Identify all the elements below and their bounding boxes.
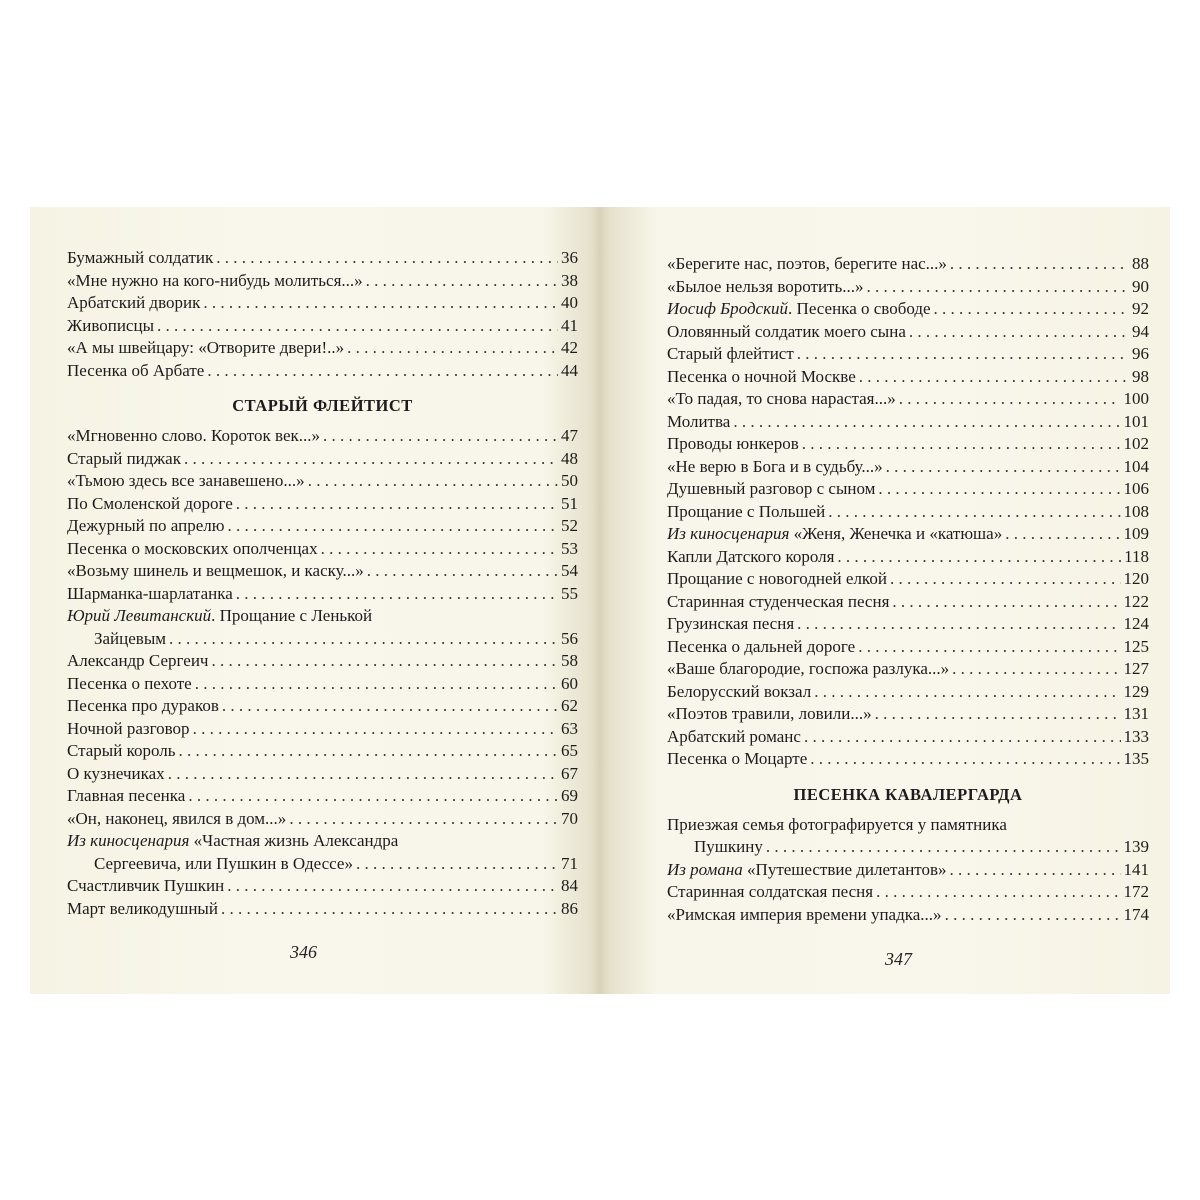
book-spread (30, 207, 1170, 994)
toc-entry: Грузинская песня . . . 124 (667, 613, 1149, 636)
toc-entry: «Былое нельзя воротить...» . . . 90 (667, 276, 1149, 299)
toc-entry: Живописцы . . . 41 (67, 315, 578, 338)
toc-entry: Из романа «Путешествие дилетантов» . . . 141 (667, 859, 1149, 882)
right-page (667, 253, 1149, 926)
toc-entry: «Не верю в Бога и в судьбу...» . . . 104 (667, 456, 1149, 479)
toc-entry: Счастливчик Пушкин . . . 84 (67, 875, 578, 898)
toc-entry: Оловянный солдатик моего сына . . . 94 (667, 321, 1149, 344)
toc-entry: «Мгновенно слово. Короток век...» . . . 47 (67, 425, 578, 448)
toc-entry: «То падая, то снова нарастая...» . . . 100 (667, 388, 1149, 411)
toc-entry: Март великодушный . . . 86 (67, 898, 578, 921)
toc-entry: Проводы юнкеров . . . 102 (667, 433, 1149, 456)
toc-entry: Старый флейтист . . . 96 (667, 343, 1149, 366)
toc-entry-multiline: Приезжая семья фотографируется у памятника (667, 814, 1007, 834)
toc-entry: Белорусский вокзал . . . 129 (667, 681, 1149, 704)
toc-entry: Песенка про дураков . . . 62 (67, 695, 578, 718)
toc-entry: «Поэтов травили, ловили...» . . . 131 (667, 703, 1149, 726)
toc-entry: Песенка о ночной Москве . . . 98 (667, 366, 1149, 389)
toc-entry: Песенка о московских ополченцах . . . 53 (67, 538, 578, 561)
toc-entry-continuation: Пушкину . . . 139 (667, 836, 1149, 859)
toc-entry: Арбатский романс . . . 133 (667, 726, 1149, 749)
toc-entry-continuation: Зайцевым . . . 56 (67, 628, 578, 651)
toc-entry: «Он, наконец, явился в дом...» . . . 70 (67, 808, 578, 831)
toc-entry: Прощание с новогодней елкой . . . 120 (667, 568, 1149, 591)
toc-entry: Песенка об Арбате . . . 44 (67, 360, 578, 383)
toc-entry: Из киносценария «Женя, Женечка и «катюша» . . . 109 (667, 523, 1149, 546)
toc-entry-continuation: Сергеевича, или Пушкин в Одессе» . . . 71 (67, 853, 578, 876)
toc-entry: «Тьмою здесь все занавешено...» . . . 50 (67, 470, 578, 493)
toc-entry: Душевный разговор с сыном . . . 106 (667, 478, 1149, 501)
section-heading: ПЕСЕНКА КАВАЛЕРГАРДА (793, 784, 1023, 804)
toc-entry: О кузнечиках . . . 67 (67, 763, 578, 786)
toc-entry: Главная песенка . . . 69 (67, 785, 578, 808)
toc-entry: «Возьму шинель и вещмешок, и каску...» . . . 54 (67, 560, 578, 583)
toc-entry: Песенка о пехоте . . . 60 (67, 673, 578, 696)
toc-entry: Прощание с Польшей . . . 108 (667, 501, 1149, 524)
toc-entry: Дежурный по апрелю . . . 52 (67, 515, 578, 538)
page-number-left: 346 (290, 942, 317, 962)
toc-entry: Александр Сергеич . . . 58 (67, 650, 578, 673)
toc-entry: Молитва . . . 101 (667, 411, 1149, 434)
toc-entry: Старый пиджак . . . 48 (67, 448, 578, 471)
toc-entry: «Берегите нас, поэтов, берегите нас...» . . . 88 (667, 253, 1149, 276)
toc-entry: Старинная студенческая песня . . . 122 (667, 591, 1149, 614)
toc-entry: Старинная солдатская песня . . . 172 (667, 881, 1149, 904)
toc-entry: «Римская империя времени упадка...» . . . 174 (667, 904, 1149, 927)
section-heading: СТАРЫЙ ФЛЕЙТИСТ (232, 396, 413, 415)
left-page (67, 247, 578, 920)
toc-entry: Иосиф Бродский. Песенка о свободе . . . 92 (667, 298, 1149, 321)
toc-entry: «А мы швейцару: «Отворите двери!..» . . . 42 (67, 337, 578, 360)
page-number-right: 347 (885, 949, 912, 969)
toc-entry: По Смоленской дороге . . . 51 (67, 493, 578, 516)
toc-entry: Шарманка-шарлатанка . . . 55 (67, 583, 578, 606)
toc-entry: Бумажный солдатик . . . 36 (67, 247, 578, 270)
toc-entry: Старый король . . . 65 (67, 740, 578, 763)
toc-entry: «Мне нужно на кого-нибудь молиться...» . . . 38 (67, 270, 578, 293)
toc-entry-multiline: Юрий Левитанский. Прощание с Ленькой (67, 606, 373, 625)
toc-entry: Капли Датского короля . . . 118 (667, 546, 1149, 569)
toc-entry: Арбатский дворик . . . 40 (67, 292, 578, 315)
toc-entry: Ночной разговор . . . 63 (67, 718, 578, 741)
toc-entry: Песенка о Моцарте . . . 135 (667, 748, 1149, 771)
toc-entry: Песенка о дальней дороге . . . 125 (667, 636, 1149, 659)
toc-entry-multiline: Из киносценария «Частная жизнь Александра (67, 831, 399, 850)
toc-entry: «Ваше благородие, госпожа разлука...» . . . 127 (667, 658, 1149, 681)
